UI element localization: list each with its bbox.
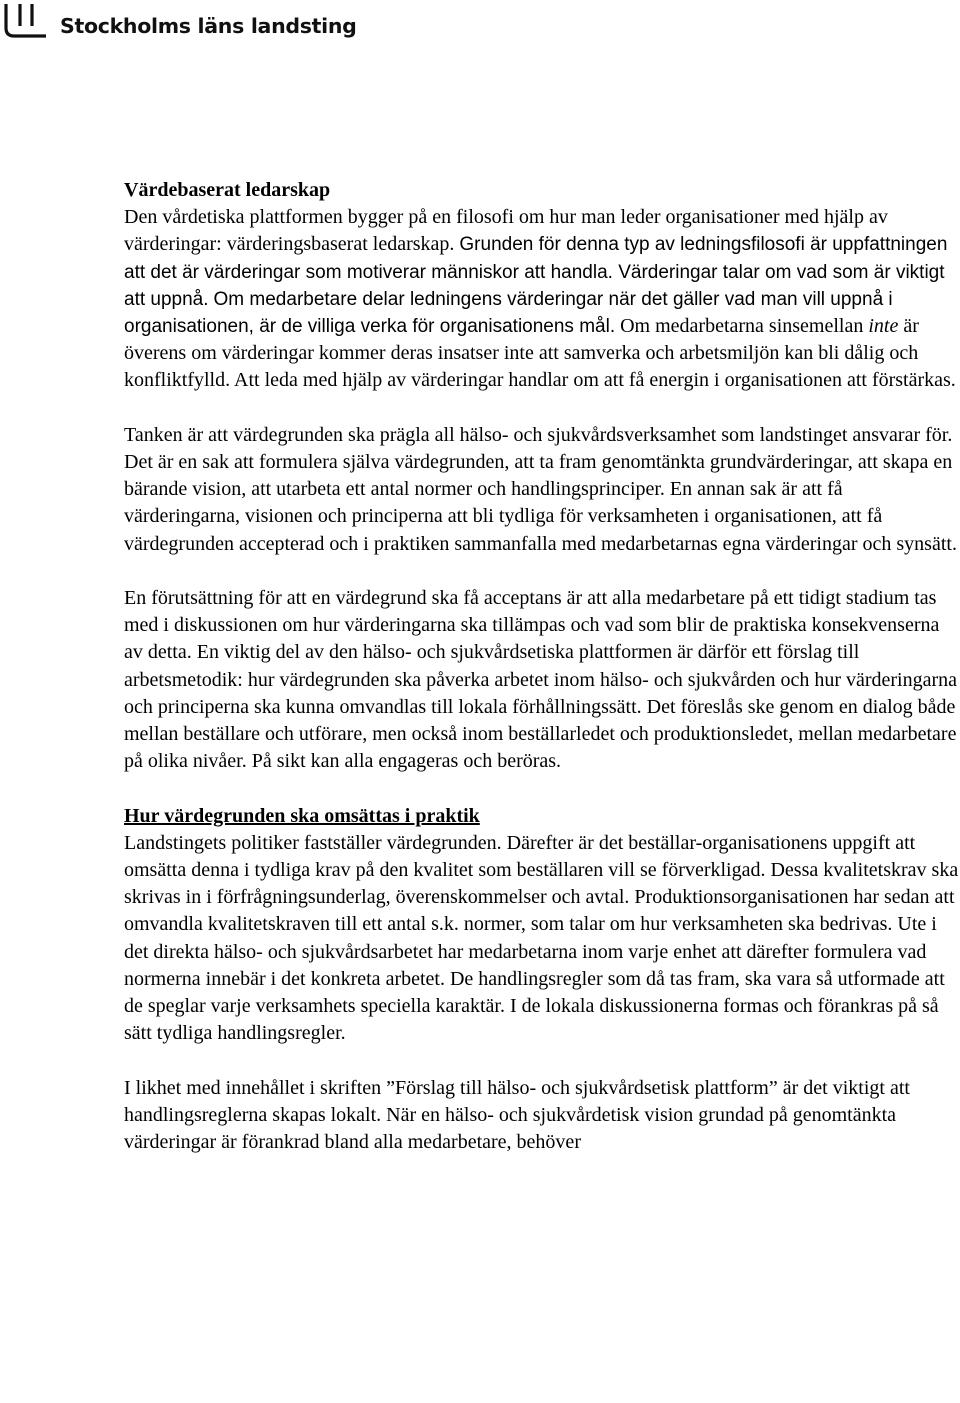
document-body bbox=[124, 177, 960, 1156]
paragraph-forutsattning: En förutsättning för att en värdegrund ska få acceptans är att alla medarbetare på ett tidigt stadium tas med i diskussionen om hur värderingarna ska tillämpas och vad som blir de praktiska konsekvenserna av detta. En viktig del av den hälso- och sjukvårdsetiska plattformen är därför ett förslag till arbetsmetodik: hur värdegrunden ska påverka arbetet inom hälso- och sjukvården och hur värderingarna och principerna ska kunna omvandlas till lokala förhållningssätt. Det föreslås ske genom en dialog både mellan beställare och utförare, men också inom beställarledet och produktionsledet, mellan medarbetare på olika nivåer. På sikt kan alla engageras och beröras. bbox=[124, 587, 958, 773]
paragraph-text: Att leda med hjälp av värderingar handlar om att få energin i organisationen att förstärkas. bbox=[234, 369, 956, 392]
section-vardebaserat-ledarskap bbox=[124, 177, 960, 395]
paragraph-vardegrunden: Tanken är att värdegrunden ska prägla all hälso- och sjukvårdsverksamhet som landstinget ansvarar för. Det är en sak att formulera själva värdegrunden, att ta fram genomtänkta grundvärderingar, att skapa en bärande vision, att utarbeta ett antal normer och handlingsprinciper. En annan sak är att få värderingarna, visionen och principerna att bli tydliga för verksamheten i organisationen, att få värdegrunden accepterad och i praktiken sammanfalla med medarbetarnas egna värderingar och synsätt. bbox=[124, 423, 957, 555]
paragraph-text: Om medarbetare delar ledningens värderingar när det gäller vad man vill uppnå i organisationen, är de villiga verka för organisationens mål. bbox=[124, 288, 893, 338]
document-header bbox=[0, 0, 960, 52]
paragraph-text: Om medarbetarna sinsemellan bbox=[620, 315, 864, 338]
paragraph-text: Landstingets politiker fastställer värdegrunden. Därefter är det beställar-organisationens uppgift att omsätta denna i tydliga krav på den kvalitet som beställaren vill se förverkligad. Dessa kvalitetskrav ska skrivas in i förfrågningsunderlag, överenskommelser och avtal. Produktionsorganisationen har sedan att omvandla kvalitetskraven till ett antal s.k. normer, som talar om hur verksamheten ska bedrivas. Ute i det direkta hälso- och sjukvårdsarbetet har medarbetarna inom varje enhet att därefter formulera vad normerna innebär i det konkreta arbetet. De handlingsregler som då tas fram, ska vara så utformade att de speglar varje verksamhets speciella karaktär. I de lokala diskussionerna formas och förankras på så sätt tydliga handlingsregler. bbox=[124, 831, 959, 1045]
section-hur-vardegrunden-ska-omsattas bbox=[124, 803, 960, 1048]
paragraph-text: Grunden för denna typ av ledningsfilosofi är uppfattningen att det är värderingar som motiverar människor att handla. Värderingar talar om vad som är viktigt att uppnå. bbox=[124, 234, 948, 310]
paragraph-i-likhet: I likhet med innehållet i skriften ”Förslag till hälso- och sjukvårdsetisk plattform” är det viktigt att handlingsreglerna skapas lokalt. När en hälso- och sjukvårdetisk vision grundad på genomtänkta värderingar är förankrad bland alla medarbetare, behöver bbox=[124, 1076, 910, 1154]
sll-logo-icon bbox=[2, 2, 50, 42]
paragraph-text: är överens om värderingar kommer deras insatser inte att samverka och arbetsmiljön kan bli dålig och konfliktfylld. bbox=[124, 315, 919, 392]
emphasis-text: inte bbox=[868, 315, 899, 338]
organization-name: Stockholms läns landsting bbox=[60, 14, 357, 38]
section-heading: Värdebaserat ledarskap bbox=[124, 179, 331, 201]
section-heading: Hur värdegrunden ska omsättas i praktik bbox=[124, 804, 480, 827]
paragraph-text: Den vårdetiska plattformen bygger på en filosofi om hur man leder organisationer med hjälp av värderingar: värderingsbaserat ledarskap. bbox=[124, 206, 888, 256]
